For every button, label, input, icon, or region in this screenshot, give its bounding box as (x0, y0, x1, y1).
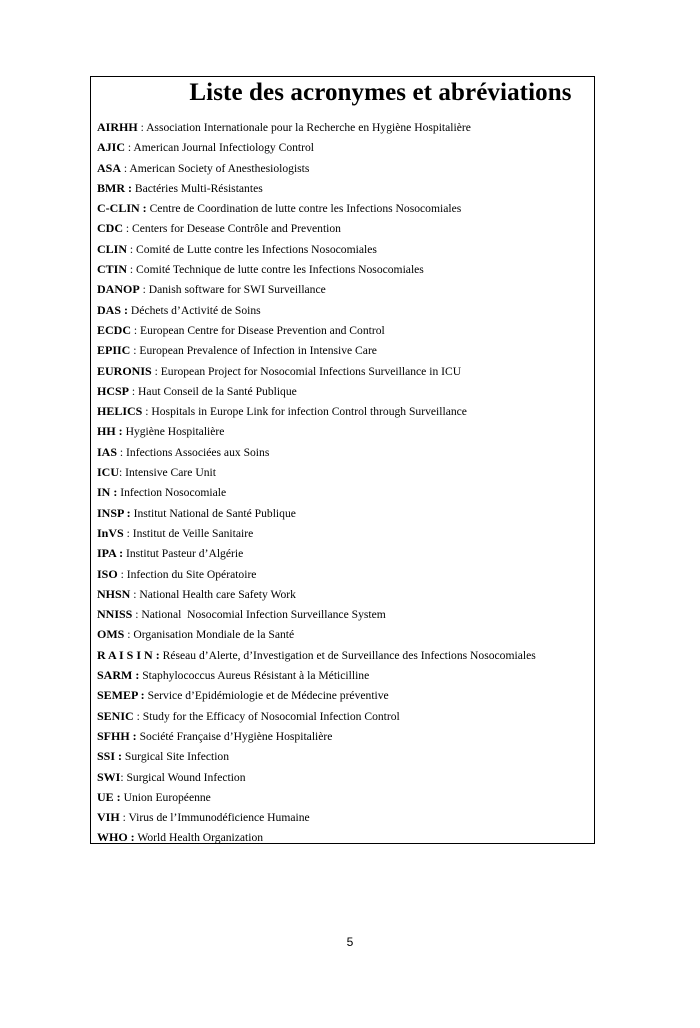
list-item (97, 584, 590, 604)
list-item (97, 300, 590, 320)
acronym: SFHH : (97, 728, 137, 743)
acronym: OMS (97, 627, 125, 642)
list-item (97, 645, 590, 665)
definition: Service d’Epidémiologie et de Médecine préventive (147, 689, 389, 703)
acronym-list-box (90, 76, 595, 844)
separator: : (123, 222, 133, 236)
list-item (97, 198, 590, 218)
acronym: SARM : (97, 668, 140, 683)
separator: : (131, 323, 141, 337)
separator: : (127, 242, 137, 256)
list-item (97, 117, 590, 137)
acronym: ISO (97, 566, 118, 581)
separator: : (129, 384, 139, 398)
separator: : (121, 161, 130, 175)
list-item (97, 503, 590, 523)
acronym: IAS (97, 444, 118, 459)
acronym: R A I S I N : (97, 647, 160, 662)
list-item (97, 706, 590, 726)
list-item (97, 543, 590, 563)
definition: World Health Organization (137, 831, 264, 845)
separator: : (119, 811, 129, 825)
acronym: BMR : (97, 180, 132, 195)
list-item (97, 685, 590, 705)
acronym: SSI : (97, 749, 123, 764)
list-item (97, 726, 590, 746)
definition: Réseau d’Alerte, d’Investigation et de Surveillance des Infections Nosocomiales (162, 648, 536, 662)
definition: Study for the Efficacy of Nosocomial Infection Control (142, 709, 400, 723)
definition: Union Européenne (123, 790, 211, 804)
acronym: NNISS (97, 607, 133, 622)
page-number: 5 (346, 935, 354, 949)
definition: Centers for Desease Contrôle and Prevention (132, 222, 341, 236)
acronym: C-CLIN : (97, 201, 147, 216)
definition: Comité de Lutte contre les Infections Nosocomiales (136, 242, 377, 256)
acronym: SWI (97, 769, 121, 784)
list-item (97, 178, 590, 198)
definition: Comité Technique de lutte contre les Infections Nosocomiales (136, 263, 424, 277)
definition: Intensive Care Unit (125, 466, 216, 480)
list-item (97, 523, 590, 543)
list-item (97, 624, 590, 644)
list-item (97, 604, 590, 624)
acronym: CDC (97, 221, 123, 236)
list-item (97, 137, 590, 157)
acronym: HH : (97, 424, 123, 439)
list-item (97, 462, 590, 482)
page-title: Liste des acronymes et abréviations (189, 79, 572, 106)
separator: : (130, 587, 140, 601)
acronym-list (97, 117, 590, 848)
acronym: ICU (97, 465, 120, 480)
definition: National Nosocomial Infection Surveillance System (141, 608, 386, 622)
acronym: AJIC (97, 140, 126, 155)
definition: American Society of Anesthesiologists (129, 161, 310, 175)
acronym: CLIN (97, 241, 128, 256)
acronym: HELICS (97, 404, 143, 419)
list-item (97, 340, 590, 360)
separator: : (151, 364, 161, 378)
list-item (97, 381, 590, 401)
definition: Staphylococcus Aureus Résistant à la Méticilline (142, 669, 370, 683)
definition: Infection Nosocomiale (120, 486, 227, 500)
separator: : (132, 608, 142, 622)
acronym: DAS : (97, 302, 129, 317)
acronym: InVS (97, 525, 124, 540)
separator: : (130, 344, 140, 358)
acronym: SEMEP : (97, 688, 145, 703)
definition: Institut de Veille Sanitaire (132, 526, 254, 540)
list-item (97, 767, 590, 787)
list-item (97, 421, 590, 441)
acronym: NHSN (97, 586, 131, 601)
acronym: IN : (97, 485, 118, 500)
list-item (97, 787, 590, 807)
separator: : (123, 526, 133, 540)
definition: Centre de Coordination de lutte contre les Infections Nosocomiales (149, 202, 462, 216)
acronym: CTIN (97, 262, 128, 277)
acronym: AIRHH (97, 120, 138, 134)
list-item (97, 401, 590, 421)
list-item (97, 746, 590, 766)
acronym: SENIC (97, 708, 134, 723)
acronym: VIH (97, 810, 120, 825)
acronym: EURONIS (97, 363, 152, 378)
definition: Association Internationale pour la Recherche en Hygiène Hospitalière (146, 121, 471, 134)
definition: Haut Conseil de la Santé Publique (138, 384, 297, 398)
definition: American Journal Infectiology Control (133, 141, 315, 155)
list-item (97, 158, 590, 178)
separator: : (124, 628, 134, 642)
list-item (97, 564, 590, 584)
separator: : (119, 466, 126, 480)
definition: Organisation Mondiale de la Santé (133, 628, 295, 642)
definition: Danish software for SWI Surveillance (148, 283, 326, 297)
list-item (97, 239, 590, 259)
list-item (97, 442, 590, 462)
definition: Surgical Site Infection (124, 750, 230, 764)
list-item (97, 665, 590, 685)
list-item (97, 218, 590, 238)
list-item (97, 361, 590, 381)
definition: European Centre for Disease Prevention and Control (140, 323, 385, 337)
list-item (97, 807, 590, 827)
definition: National Health care Safety Work (139, 587, 296, 601)
definition: European Prevalence of Infection in Intensive Care (139, 344, 377, 358)
acronym: INSP : (97, 505, 131, 520)
definition: Institut National de Santé Publique (133, 506, 296, 520)
definition: Infection du Site Opératoire (126, 567, 257, 581)
separator: : (142, 405, 152, 419)
definition: Hospitals in Europe Link for infection Control through Surveillance (151, 405, 467, 419)
list-item (97, 827, 590, 847)
definition: Société Française d’Hygiène Hospitalière (139, 729, 333, 743)
definition: Virus de l’Immunodéficience Humaine (128, 811, 310, 825)
separator: : (117, 445, 127, 459)
acronym: WHO : (97, 830, 135, 845)
definition: Infections Associées aux Soins (126, 445, 270, 459)
separator: : (133, 709, 143, 723)
list-item (97, 320, 590, 340)
acronym: HCSP (97, 383, 130, 398)
acronym: EPIIC (97, 343, 131, 358)
acronym: IPA : (97, 546, 124, 561)
acronym: ECDC (97, 322, 132, 337)
definition: Hygiène Hospitalière (125, 425, 225, 439)
list-item (97, 259, 590, 279)
definition: Déchets d’Activité de Soins (130, 303, 261, 317)
separator: : (139, 283, 149, 297)
separator: : (120, 770, 127, 784)
list-item (97, 482, 590, 502)
definition: European Project for Nosocomial Infections Surveillance in ICU (160, 364, 462, 378)
separator: : (127, 263, 137, 277)
separator: : (125, 141, 134, 155)
acronym: DANOP (97, 282, 140, 297)
definition: Bactéries Multi-Résistantes (134, 181, 263, 195)
separator: : (137, 121, 147, 134)
acronym: UE : (97, 789, 121, 804)
definition: Surgical Wound Infection (126, 770, 246, 784)
definition: Institut Pasteur d’Algérie (126, 547, 244, 561)
acronym: ASA (97, 160, 122, 175)
list-item (97, 279, 590, 299)
separator: : (117, 567, 127, 581)
